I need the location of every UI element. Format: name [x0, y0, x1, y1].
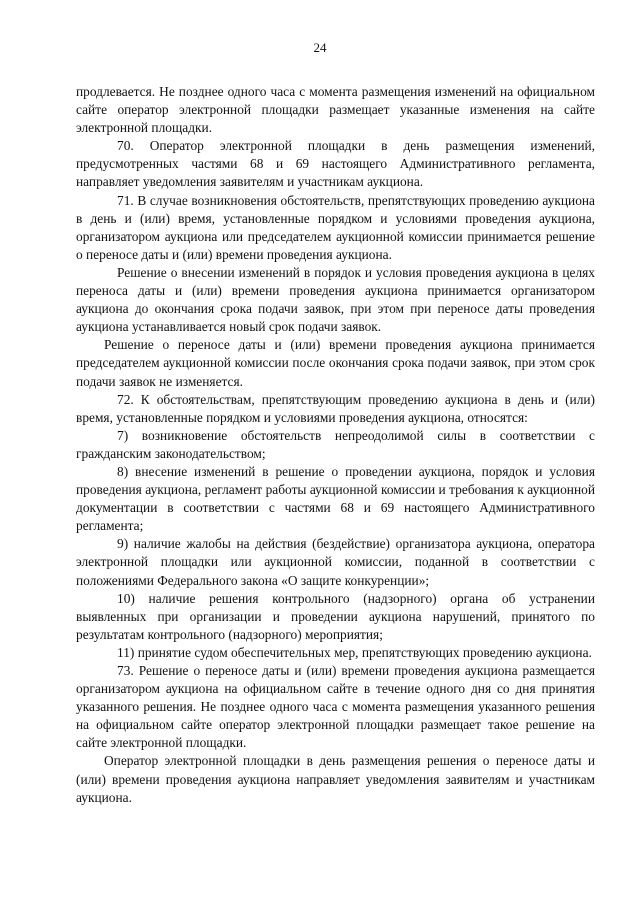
list-item-7: 7) возникновение обстоятельств непреодолимой силы в соответствии с гражданским законодательством; [76, 427, 595, 461]
paragraph-71: 71. В случае возникновения обстоятельств, препятствующих проведению аукциона в день и (или) время, установленные порядком и условиями проведения аукциона, организатором аукциона или председателем аукционной комиссии принимается решение о переносе даты и (или) времени проведения аукциона. [76, 192, 595, 262]
page-number: 24 [313, 40, 327, 55]
paragraph-continuation: продлевается. Не позднее одного часа с момента размещения изменений на официальном сайте оператор электронной площадки размещает указанные изменения на сайте электронной площадки. [76, 84, 595, 136]
list-item-11: 11) принятие судом обеспечительных мер, препятствующих проведению аукциона. [117, 644, 592, 660]
document-body [76, 83, 595, 807]
list-item-10: 10) наличие решения контрольного (надзорного) органа об устранении выявленных при организации и проведении аукциона нарушений, принятого по результатам контрольного (надзорного) мероприятия; [76, 590, 595, 642]
list-item-9: 9) наличие жалобы на действия (бездействие) организатора аукциона, оператора электронной площадки или аукционной комиссии, поданной в соответствии с положениями Федерального закона «О защите конкуренции»; [76, 536, 595, 588]
paragraph-70: 70. Оператор электронной площадки в день размещения изменений, предусмотренных частями 68 и 69 настоящего Административного регламента, направляет уведомления заявителям и участникам аукциона. [76, 138, 595, 190]
paragraph-73: 73. Решение о переносе даты и (или) времени проведения аукциона размещается организатором аукциона на официальном сайте в течение одного дня со дня принятия указанного решения. Не позднее одного часа с момента размещения указанного решения на официальном сайте оператор электронной площадки размещает такое решение на сайте электронной площадки. [76, 663, 595, 751]
paragraph-73-notification: Оператор электронной площадки в день размещения решения о переносе даты и (или) времени проведения аукциона направляет уведомления заявителям и участникам аукциона. [76, 753, 595, 805]
paragraph-71-changes: Решение о внесении изменений в порядок и условия проведения аукциона в целях переноса даты и (или) времени проведения аукциона принимается организатором аукциона до окончания срока подачи заявок, при этом при переносе даты проведения аукциона устанавливается новый срок подачи заявок. [76, 264, 595, 335]
paragraph-71-transfer: Решение о переносе даты и (или) времени проведения аукциона принимается председателем аукционной комиссии после окончания срока подачи заявок, при этом срок подачи заявок не изменяется. [76, 337, 595, 389]
paragraph-72: 72. К обстоятельствам, препятствующим проведению аукциона в день и (или) время, установленные порядком и условиями проведения аукциона, относятся: [76, 391, 595, 425]
list-item-8: 8) внесение изменений в решение о проведении аукциона, порядок и условия проведения аукциона, регламент работы аукционной комиссии и требования к аукционной документации в соответствии с частями 68 и 69 настоящего Административного регламента; [76, 463, 595, 534]
